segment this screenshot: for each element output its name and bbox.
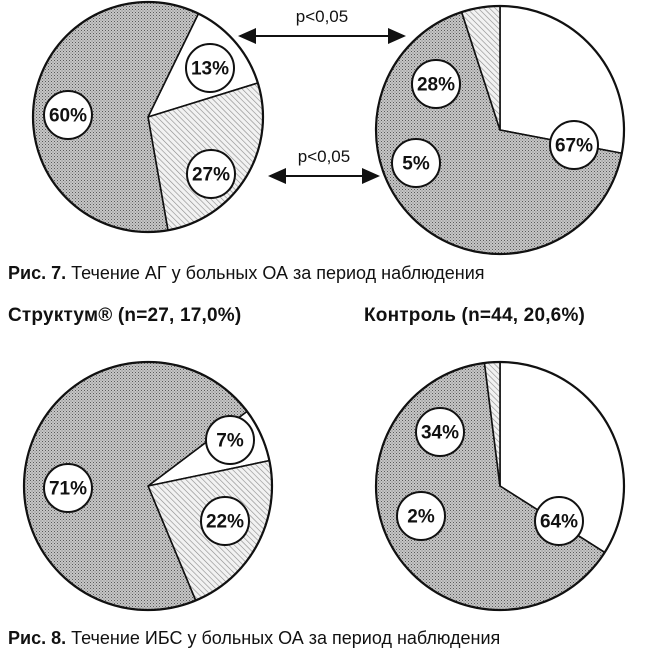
figure-8-label: Рис. 8.: [8, 628, 67, 648]
pie-data-label: 71%: [48, 478, 88, 500]
pie-chart-3: [24, 362, 272, 610]
pie-data-label: 2%: [407, 506, 435, 528]
figure-8-caption: [8, 627, 500, 649]
pie-data-label: 7%: [216, 430, 244, 452]
pie-data-label: 28%: [416, 74, 456, 96]
pie-data-label: 67%: [554, 135, 594, 157]
significance-label: p<0,05: [297, 147, 351, 166]
group-label-structum: Структум® (n=27, 17,0%): [8, 305, 242, 326]
pie-chart-1: [33, 2, 263, 232]
significance-label: p<0,05: [295, 7, 349, 26]
pie-data-label: 5%: [402, 153, 430, 175]
figure-7-label: Рис. 7.: [8, 263, 67, 283]
group-label-control: Контроль (n=44, 20,6%): [364, 305, 586, 326]
pie-data-label: 34%: [420, 422, 460, 444]
pie-data-label: 22%: [205, 511, 245, 533]
pie-data-label: 60%: [48, 105, 88, 127]
pie-data-label: 27%: [191, 164, 231, 186]
figure-7-caption: [8, 262, 485, 284]
pie-chart-4: [376, 362, 624, 610]
pie-chart-2: [376, 6, 624, 254]
pie-data-label: 13%: [190, 58, 230, 80]
pie-data-label: 64%: [539, 511, 579, 533]
figure-7-text: Течение АГ у больных ОА за период наблюдения: [71, 263, 485, 283]
figure-8-text: Течение ИБС у больных ОА за период наблюдения: [71, 628, 501, 648]
